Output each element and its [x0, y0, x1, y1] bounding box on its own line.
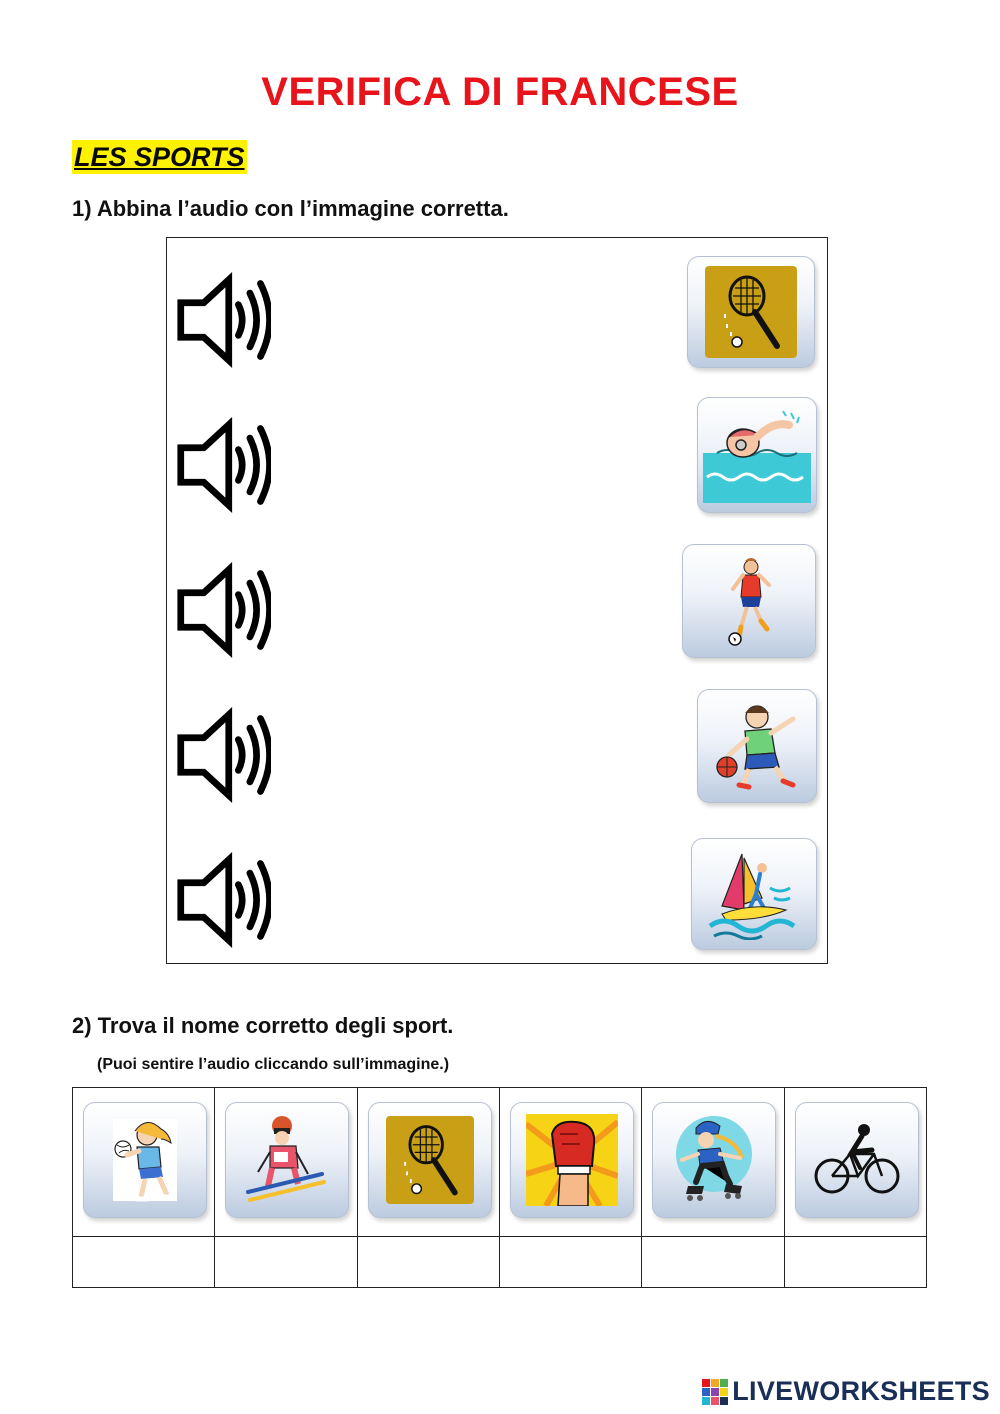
boxing-picture[interactable] — [510, 1102, 634, 1218]
matching-row — [167, 252, 827, 372]
exercise-1-instruction: 1) Abbina l’audio con l’immagine corretta. — [72, 196, 509, 221]
picture-cell — [642, 1088, 784, 1237]
basketball-picture[interactable] — [697, 689, 817, 803]
ski-icon — [242, 1112, 332, 1208]
volleyball-picture[interactable] — [83, 1102, 207, 1218]
footer-branding — [702, 1376, 990, 1407]
cycling-picture[interactable] — [795, 1102, 919, 1218]
boxing-icon — [526, 1114, 618, 1206]
answer-input-6[interactable] — [785, 1237, 926, 1287]
answer-cell — [784, 1237, 926, 1288]
answer-input-4[interactable] — [500, 1237, 641, 1287]
tennis-picture[interactable] — [368, 1102, 492, 1218]
volleyball-icon — [105, 1115, 185, 1205]
answer-cell — [499, 1237, 641, 1288]
page-title: VERIFICA DI FRANCESE — [261, 70, 739, 114]
picture-cell — [499, 1088, 641, 1237]
answer-cell — [215, 1237, 357, 1288]
answer-input-3[interactable] — [358, 1237, 499, 1287]
swimming-picture[interactable] — [697, 397, 817, 513]
exercise-2-note: (Puoi sentire l’audio cliccando sull’immagine.) — [97, 1056, 450, 1073]
speaker-icon[interactable] — [175, 272, 271, 368]
matching-row — [167, 542, 827, 662]
speaker-icon[interactable] — [175, 562, 271, 658]
picture-cell — [357, 1088, 499, 1237]
sports-name-table — [72, 1087, 927, 1288]
swimming-icon — [703, 407, 811, 503]
cycling-icon — [812, 1120, 902, 1200]
answer-cell — [73, 1237, 215, 1288]
tennis-icon — [705, 266, 797, 358]
matching-row — [167, 397, 827, 517]
answer-input-1[interactable] — [73, 1237, 214, 1287]
brand-name: LIVEWORKSHEETS — [732, 1376, 990, 1406]
football-picture[interactable] — [682, 544, 816, 658]
exercise-2-instruction: 2) Trova il nome corretto degli sport. — [72, 1013, 454, 1038]
speaker-icon[interactable] — [175, 852, 271, 948]
answer-input-5[interactable] — [642, 1237, 783, 1287]
answer-cell — [357, 1237, 499, 1288]
answer-cell — [642, 1237, 784, 1288]
section-subtitle: LES SPORTS — [74, 142, 245, 172]
matching-row — [167, 832, 827, 952]
matching-row — [167, 687, 827, 807]
picture-cell — [215, 1088, 357, 1237]
picture-cell — [73, 1088, 215, 1237]
tennis-icon — [386, 1116, 474, 1204]
speaker-icon[interactable] — [175, 707, 271, 803]
answer-input-2[interactable] — [215, 1237, 356, 1287]
tennis-picture[interactable] — [687, 256, 815, 368]
speaker-icon[interactable] — [175, 417, 271, 513]
windsurf-picture[interactable] — [691, 838, 817, 950]
basketball-icon — [709, 701, 805, 791]
picture-cell — [784, 1088, 926, 1237]
roller-skating-picture[interactable] — [652, 1102, 776, 1218]
windsurf-icon — [704, 848, 804, 940]
pictures-row — [73, 1088, 927, 1237]
ski-picture[interactable] — [225, 1102, 349, 1218]
football-icon — [719, 555, 779, 647]
answers-row — [73, 1237, 927, 1288]
matching-box — [166, 237, 828, 964]
roller-skating-icon — [666, 1114, 762, 1206]
liveworksheets-logo-icon — [702, 1379, 728, 1405]
